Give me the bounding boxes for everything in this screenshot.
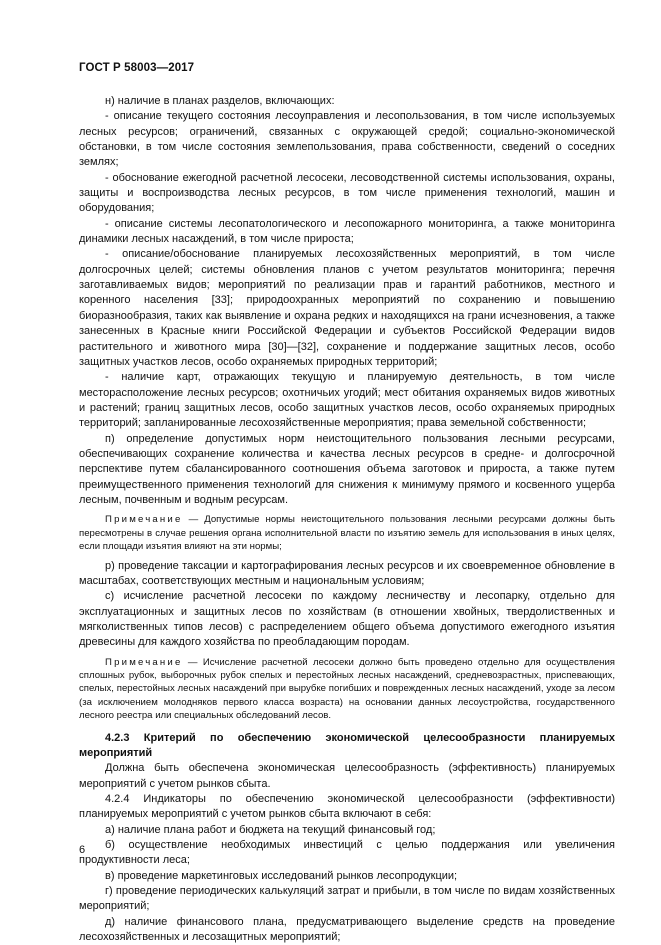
paragraph: а) наличие плана работ и бюджета на текущий финансовый год; [105,823,436,836]
note-text: — Исчисление расчетной лесосеки должно быть проведено отдельно для осуществления сплошных рубок, выборочных рубок спелых и перестойных лесных насаждений, средневозрастных, приспевающих, спелых, перестойных лесных насаждений при вырубке погибших и поврежденных лесных насаждений, уходе за лесом (за исключением молодняков первого класса возраста) на основании данных лесоустройства, государственного лесного реестра или специальных обследований лесов. [79,656,615,722]
paragraph: - описание текущего состояния лесоуправления и лесопользования, в том числе используемых лесных ресурсов; ограничений, связанных с окружающей средой; социально-экономической обстановки, в том числе состояния землепользования, права собственности, сведений о соседних землях; [79,110,615,169]
paragraph: Должна быть обеспечена экономическая целесообразность (эффективность) планируемых мероприятий с учетом рынков сбыта. [79,762,615,790]
note-label: Примечание [105,514,183,526]
paragraph: д) наличие финансового плана, предусматривающего выделение средств на проведение лесохозяйственных и лесозащитных мероприятий; [79,915,615,944]
paragraph: - обоснование ежегодной расчетной лесосеки, лесоводственной системы использования, охраны, защиты и воспроизводства лесных ресурсов, в том числе применения технологий, машин и оборудования; [79,171,615,215]
paragraph: - наличие карт, отражающих текущую и планируемую деятельность, в том числе месторасположение лесных ресурсов; охотничьих угодий; мест обитания охраняемых видов животных и растений; границ защитных лесов, особо защитных участков лесов, особо охраняемых природных территорий; запланированные лесохозяйственные мероприятия; права земельной собственности; [79,371,615,430]
note [79,656,615,723]
section-heading: 4.2.3 Критерий по обеспечению экономической целесообразности планируемых мероприятий [79,731,615,759]
note-label: Примечание [105,656,183,668]
paragraph: - описание/обоснование планируемых лесохозяйственных мероприятий, в том числе долгосрочных целей; системы обновления планов с учетом результатов мониторинга; перечня заготавливаемых видов; мероприятий по реализации прав и гарантий работников, местного и коренного населения [33]; природоохранных мероприятий по сохранению и повышению биоразнообразия, таких как выявление и охрана редких и находящихся на грани исчезновения, а также занесенных в Красные книги Российской Федерации и субъектов Российской Федерации видов растительного и животного мира [30]—[32], сохранение и поддержание защитных лесов, особо защитных участков лесов, особо охраняемых природных территорий; [79,248,615,368]
page-number: 6 [79,844,86,856]
paragraph: - описание системы лесопатологического и лесопожарного мониторинга, а также мониторинга динамики лесных насаждений, в том числе прироста; [79,217,615,246]
note [79,513,615,553]
paragraph: б) осуществление необходимых инвестиций с целью поддержания или увеличения продуктивности леса; [79,839,615,867]
note-text: — Допустимые нормы неистощительного пользования лесными ресурсами должны быть пересмотрены в случае решения органа исполнительной власти по изъятию земель для использования в иных целях, если площади изъятия влияют на эти нормы; [79,514,615,553]
paragraph: п) определение допустимых норм неистощительного пользования лесными ресурсами, обеспечивающих сохранение количества и качества лесных ресурсов в средне- и долгосрочной перспективе путем сбалансированного соотношения объема заготовок и прироста, а также путем преимущественного применения технологий для снижения к минимуму прямого и косвенного ущерба лесным, почвенным и водным ресурсам. [79,432,615,506]
paragraph: г) проведение периодических калькуляций затрат и прибыли, в том числе по видам хозяйственных мероприятий; [79,885,615,913]
document-header: ГОСТ Р 58003—2017 [79,62,195,74]
paragraph: н) наличие в планах разделов, включающих: [105,95,335,107]
paragraph: 4.2.4 Индикаторы по обеспечению экономической целесообразности (эффективности) планируемых мероприятий с учетом рынков сбыта включают в себя: [79,792,615,821]
paragraph: с) исчисление расчетной лесосеки по каждому лесничеству и лесопарку, отдельно для эксплуатационных и защитных лесов по хозяйствам (в отношении хвойных, твердолиственных и мягколиственных типов лесов) с распределением общего объема допустимого ежегодного изъятия древесины для каждого хозяйства по преобладающим породам. [79,590,615,649]
paragraph: в) проведение маркетинговых исследований рынков лесопродукции; [105,869,458,882]
paragraph: р) проведение таксации и картографирования лесных ресурсов и их своевременное обновление в масштабах, соответствующих местным и национальным условиям; [79,559,615,587]
document-body [79,94,615,945]
